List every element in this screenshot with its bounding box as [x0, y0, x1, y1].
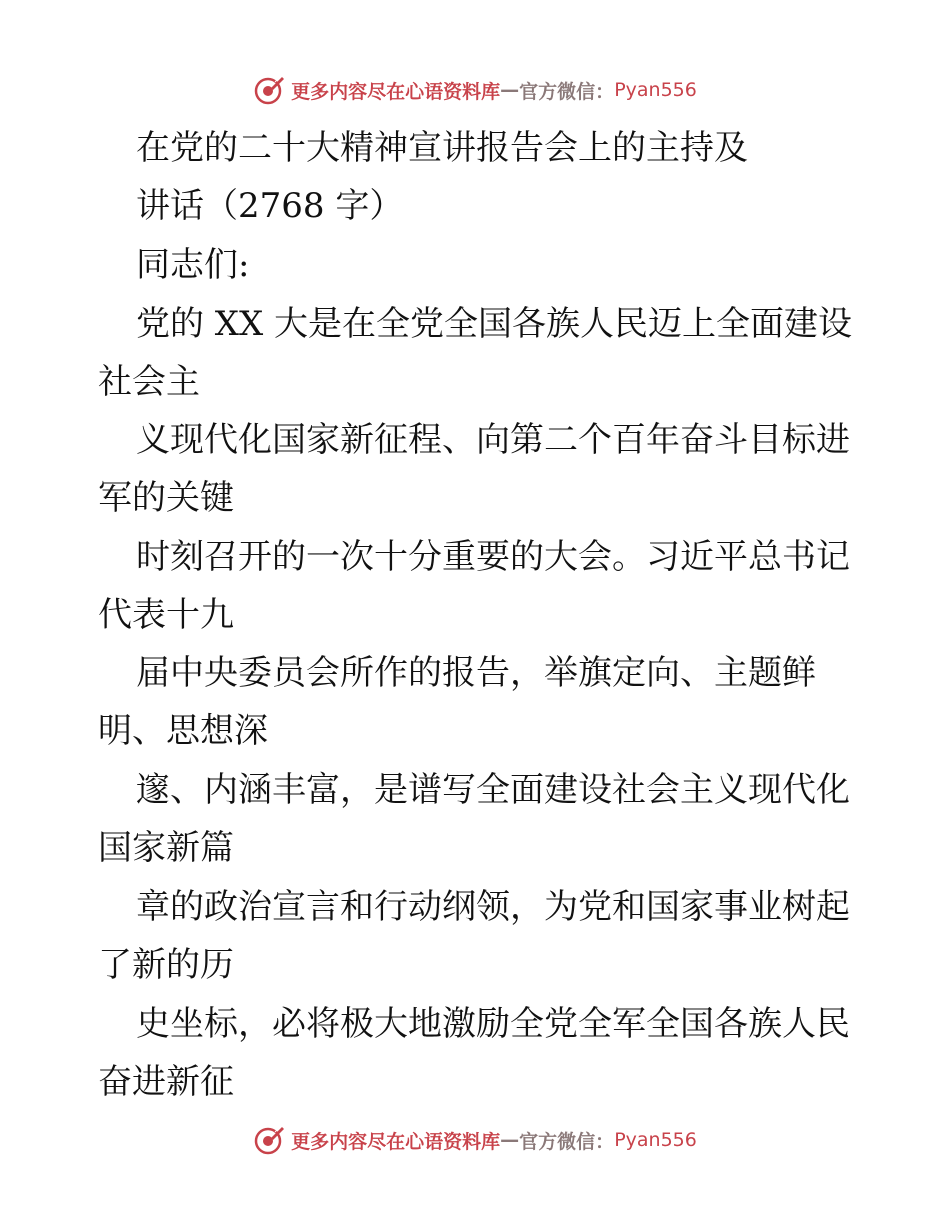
watermark-label: 官方微信：: [519, 1130, 615, 1153]
paragraph-line: 时刻召开的一次十分重要的大会。习近平总书记: [136, 537, 850, 577]
document-title-line-1: 在党的二十大精神宣讲报告会上的主持及: [136, 128, 748, 168]
watermark-footer: [0, 1120, 950, 1160]
paragraph-line: 义现代化国家新征程、向第二个百年奋斗目标进: [136, 420, 850, 460]
paragraph-line: 史坐标，必将极大地激励全党全军全国各族人民: [136, 1004, 850, 1044]
watermark-header: [0, 70, 950, 110]
watermark-label: 官方微信：: [519, 80, 615, 103]
watermark-wechat-id: Pyan556: [614, 79, 697, 101]
paragraph-line: 了新的历: [98, 945, 234, 985]
paragraph-line: 届中央委员会所作的报告，举旗定向、主题鲜: [136, 653, 816, 693]
paragraph-line: 代表十九: [98, 595, 234, 635]
paragraph-line: 国家新篇: [98, 828, 234, 868]
document-title-line-2: 讲话（2768 字）: [136, 186, 404, 226]
watermark-dash: —: [500, 1129, 520, 1151]
paragraph-line: 章的政治宣言和行动纲领，为党和国家事业树起: [136, 887, 850, 927]
watermark-wechat-id: Pyan556: [614, 1129, 697, 1151]
pen-nib-logo-icon: [253, 74, 285, 106]
paragraph-line: 党的 XX 大是在全党全国各族人民迈上全面建设: [136, 304, 853, 344]
paragraph-line: 社会主: [98, 362, 200, 402]
watermark-main-text: 更多内容尽在心语资料库: [291, 1130, 501, 1153]
paragraph-line: 邃、内涵丰富，是谱写全面建设社会主义现代化: [136, 770, 850, 810]
salutation: 同志们:: [136, 245, 250, 285]
watermark-dash: —: [500, 79, 520, 101]
paragraph-line: 奋进新征: [98, 1062, 234, 1102]
pen-nib-logo-icon: [253, 1124, 285, 1156]
watermark-main-text: 更多内容尽在心语资料库: [291, 80, 501, 103]
paragraph-line: 军的关键: [98, 478, 234, 518]
paragraph-line: 明、思想深: [98, 711, 268, 751]
